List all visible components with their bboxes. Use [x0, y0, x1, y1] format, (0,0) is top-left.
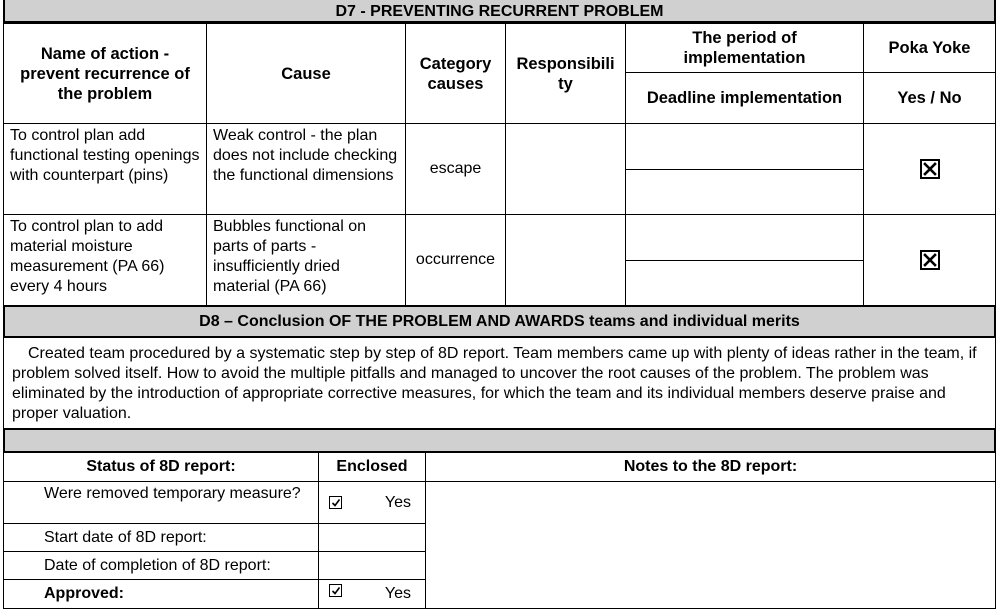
approved-label: Approved: — [3, 579, 319, 609]
row1-category: escape — [405, 123, 506, 215]
row2-action: To control plan to add material moisture measurement (PA 66) every 4 hours — [3, 214, 207, 306]
approved-checkbox[interactable] — [329, 584, 342, 597]
header-poka-yoke: Poka Yoke — [863, 23, 996, 73]
removed-temp-label: Were removed temporary measure? — [3, 481, 319, 524]
row1-cause: Weak control - the plan does not include checking the functional dimensions — [206, 123, 406, 215]
row2-deadline[interactable] — [625, 260, 864, 306]
x-mark-icon — [923, 253, 937, 267]
row2-poka-yoke — [863, 214, 996, 306]
d8-conclusion-text: Created team procedured by a systematic step by step of 8D report. Team members came up with plenty of ideas rather in the team, if problem solved itself. How to avoid the multiple pitfalls and managed to uncover the root causes of the problem. The problem was eliminated by the introduction of appropriate corrective measures, for which the team and its individual members deserve praise and proper valuation. — [3, 337, 996, 429]
header-action: Name of action - prevent recurrence of the problem — [3, 23, 207, 124]
header-deadline: Deadline implementation — [625, 72, 864, 124]
notes-area[interactable] — [425, 481, 996, 609]
completion-date-label: Date of completion of 8D report: — [3, 551, 319, 580]
header-category: Category causes — [405, 23, 506, 124]
header-cause: Cause — [206, 23, 406, 124]
row2-period[interactable] — [625, 214, 864, 261]
check-icon — [331, 586, 341, 596]
header-yes-no: Yes / No — [863, 72, 996, 124]
header-responsibility: Responsibili ty — [505, 23, 626, 124]
completion-date-value[interactable] — [318, 551, 426, 580]
row1-responsibility[interactable] — [505, 123, 626, 215]
row2-responsibility[interactable] — [505, 214, 626, 306]
d8-title: D8 – Conclusion OF THE PROBLEM AND AWARDS teams and individual merits — [199, 312, 800, 330]
d7-title: D7 - PREVENTING RECURRENT PROBLEM — [335, 2, 664, 20]
removed-temp-checkbox[interactable] — [329, 496, 342, 509]
x-mark-icon — [923, 162, 937, 176]
row2-category: occurrence — [405, 214, 506, 306]
notes-header: Notes to the 8D report: — [425, 452, 996, 482]
removed-temp-value: Yes — [384, 493, 411, 511]
d8-title-bar — [3, 305, 996, 338]
row1-deadline[interactable] — [625, 169, 864, 215]
header-period: The period of implementation — [625, 23, 864, 73]
start-date-label: Start date of 8D report: — [3, 523, 319, 552]
row1-action: To control plan add functional testing openings with counterpart (pins) — [3, 123, 207, 215]
row2-poka-yoke-checkbox[interactable] — [920, 250, 940, 270]
removed-temp-value-cell — [318, 481, 426, 524]
row1-period[interactable] — [625, 123, 864, 170]
approved-value-cell — [318, 579, 426, 609]
spacer-bar — [3, 428, 996, 453]
row2-cause: Bubbles functional on parts of parts - insufficiently dried material (PA 66) — [206, 214, 406, 306]
approved-value: Yes — [384, 585, 411, 602]
enclosed-header: Enclosed — [318, 452, 426, 482]
status-header: Status of 8D report: — [3, 452, 319, 482]
row1-poka-yoke-checkbox[interactable] — [920, 159, 940, 179]
start-date-value[interactable] — [318, 523, 426, 552]
check-icon — [331, 498, 341, 508]
row1-poka-yoke — [863, 123, 996, 215]
d7-title-bar — [3, 0, 996, 23]
